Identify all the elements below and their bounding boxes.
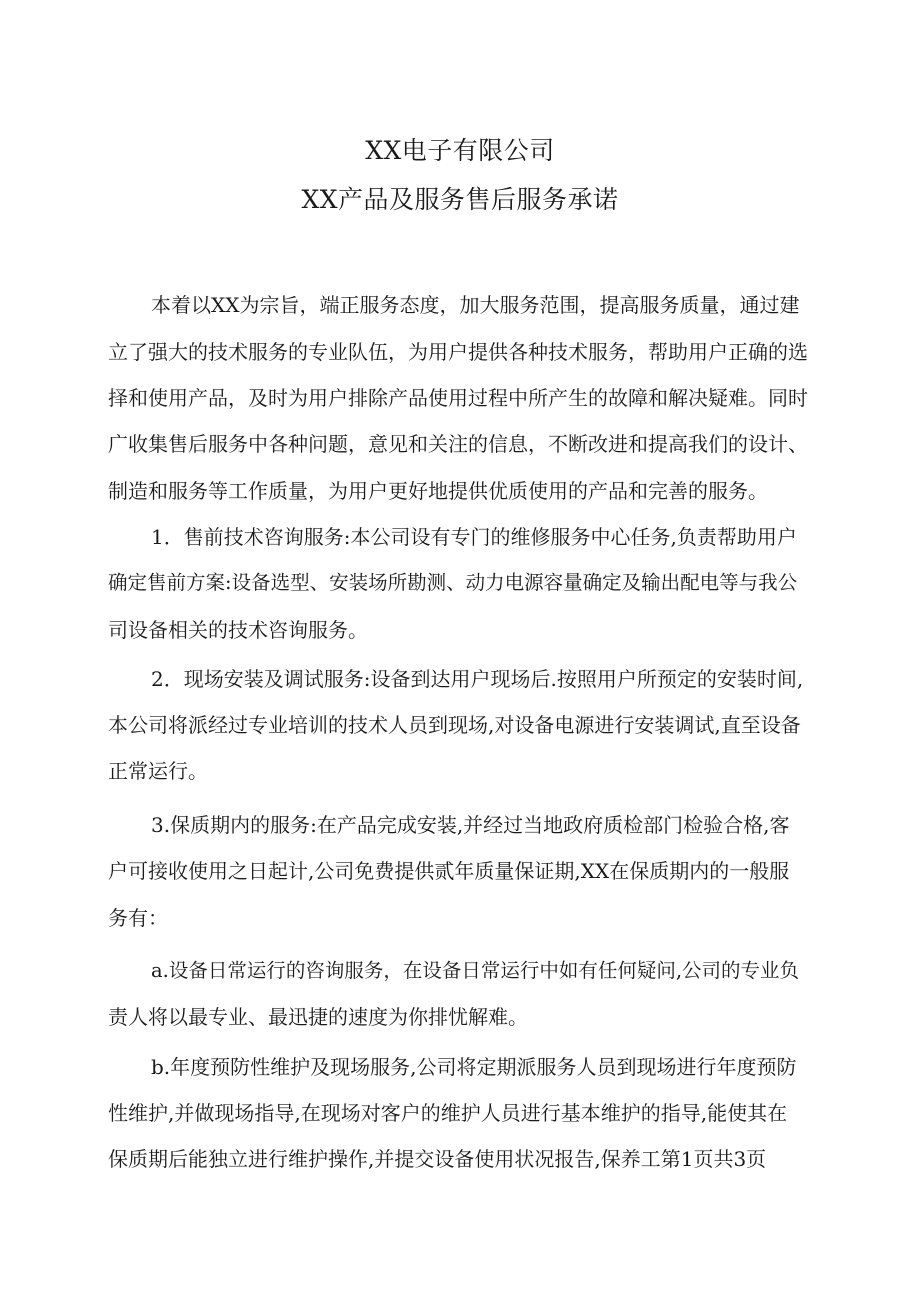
paragraph-line: b.年度预防性维护及现场服务,公司将定期派服务人员到现场进行年度预防 [151,1055,797,1079]
paragraph-line: 务有： [108,906,168,930]
paragraph-line: 本着以XX为宗旨，端正服务态度，加大服务范围，提高服务质量，通过建 [151,293,800,317]
paragraph-line: 2．现场安装及调试服务:设备到达用户现场后.按照用户所预定的安装时间, [151,667,804,691]
paragraph-line: 立了强大的技术服务的专业队伍，为用户提供各种技术服务，帮助用户正确的选 [108,340,808,364]
company-title: XX电子有限公司 [365,136,555,165]
paragraph-line: 责人将以最专业、最迅捷的速度为你排忧解难。 [108,1005,528,1029]
paragraph-line: 1．售前技术咨询服务:本公司设有专门的维修服务中心任务,负责帮助用户 [151,525,797,549]
paragraph-line: 3.保质期内的服务:在产品完成安装,并经过当地政府质检部门检验合格,客 [151,813,790,837]
paragraph-line: 制造和服务等工作质量，为用户更好地提供优质使用的产品和完善的服务。 [108,479,768,503]
paragraph-line: 性维护,并做现场指导,在现场对客户的维护人员进行基本维护的指导,能使其在 [108,1101,788,1125]
paragraph-line: 正常运行。 [108,759,208,783]
paragraph-line: 确定售前方案:设备选型、安装场所勘测、动力电源容量确定及输出配电等与我公 [108,571,798,594]
paragraph-line: 广收集售后服务中各种问题，意见和关注的信息，不断改进和提高我们的设计、 [108,432,808,456]
paragraph-line: 保质期后能独立进行维护操作,并提交设备使用状况报告,保养工第1页共3页 [108,1147,767,1171]
paragraph-line: 本公司将派经过专业培训的技术人员到现场,对设备电源进行安装调试,直至设备 [108,713,801,737]
document-title: XX产品及服务售后服务承诺 [301,185,619,214]
paragraph-line: 司设备相关的技术咨询服务。 [108,618,368,642]
paragraph-line: 户可接收使用之日起计,公司免费提供贰年质量保证期,XX在保质期内的一般服 [108,859,790,883]
paragraph-line: a.设备日常运行的咨询服务，在设备日常运行中如有任何疑问,公司的专业负 [151,959,800,982]
paragraph-line: 择和使用产品，及时为用户排除产品使用过程中所产生的故障和解决疑难。同时 [108,386,808,410]
